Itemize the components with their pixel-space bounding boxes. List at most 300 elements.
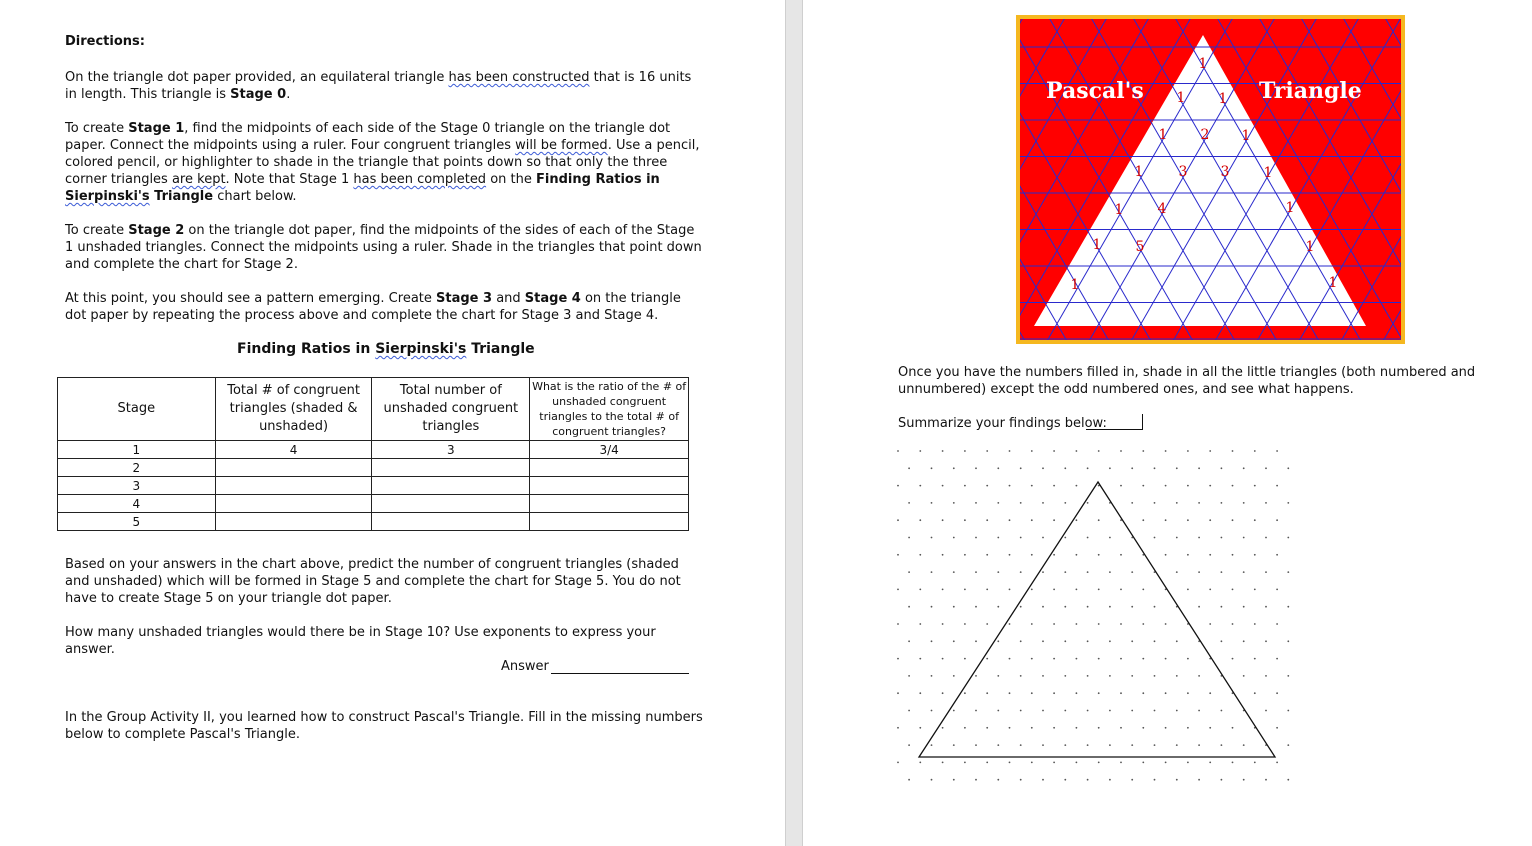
- grid-dot: [1053, 692, 1055, 694]
- grid-dot: [975, 571, 977, 573]
- grid-dot: [975, 744, 977, 746]
- grid-dot: [1020, 779, 1022, 781]
- cell-ratio[interactable]: [530, 459, 689, 477]
- grid-dot: [1131, 744, 1133, 746]
- grid-dot: [1198, 675, 1200, 677]
- grid-dot: [986, 450, 988, 452]
- grid-dot: [1287, 779, 1289, 781]
- cell-unshaded: 3: [372, 441, 530, 459]
- grid-dot: [964, 727, 966, 729]
- grid-dot: [1154, 502, 1156, 504]
- grid-dot: [986, 692, 988, 694]
- grid-dot: [1087, 744, 1089, 746]
- stage2-paragraph: To create Stage 2 on the triangle dot paper, find the midpoints of the sides of each of the Stage 1 unshaded triangles. Connect the midpoints using a ruler. Shade in the triangles that point down and complete the chart for Stage 2.: [65, 223, 702, 272]
- grid-dot: [1209, 450, 1211, 452]
- grid-dot: [931, 675, 933, 677]
- grid-dot: [908, 537, 910, 539]
- grid-dot: [1020, 606, 1022, 608]
- grid-dot: [1087, 502, 1089, 504]
- grid-dot: [1042, 710, 1044, 712]
- grid-dot: [1120, 727, 1122, 729]
- grid-dot: [1098, 658, 1100, 660]
- grid-dot: [908, 606, 910, 608]
- grid-dot: [1031, 692, 1033, 694]
- grid-dot: [1098, 727, 1100, 729]
- grid-dot: [1031, 589, 1033, 591]
- grid-dot: [908, 744, 910, 746]
- grid-dot: [1265, 710, 1267, 712]
- grid-dot: [1053, 589, 1055, 591]
- grid-dot: [1020, 675, 1022, 677]
- grid-dot: [1243, 675, 1245, 677]
- grid-dot: [964, 623, 966, 625]
- grid-dot: [1042, 537, 1044, 539]
- grid-dot: [975, 710, 977, 712]
- grid-dot: [1031, 450, 1033, 452]
- grid-dot: [1187, 519, 1189, 521]
- table-row: [58, 477, 689, 495]
- grid-dot: [997, 779, 999, 781]
- grid-dot: [931, 744, 933, 746]
- grid-dot: [1098, 554, 1100, 556]
- summarize-label: Summarize your findings below:: [898, 416, 1107, 431]
- grid-dot: [997, 606, 999, 608]
- grid-dot: [1142, 519, 1144, 521]
- grid-dot: [1064, 537, 1066, 539]
- grid-dot: [1087, 710, 1089, 712]
- grid-dot: [997, 744, 999, 746]
- cell-unshaded[interactable]: [372, 495, 530, 513]
- grid-dot: [1243, 502, 1245, 504]
- pascal-number: 1: [1158, 127, 1168, 143]
- grid-dot: [1031, 554, 1033, 556]
- grid-dot: [1254, 692, 1256, 694]
- grid-dot: [1042, 467, 1044, 469]
- cell-ratio[interactable]: [530, 495, 689, 513]
- grid-dot: [1276, 623, 1278, 625]
- grid-dot: [1176, 675, 1178, 677]
- grid-dot: [964, 485, 966, 487]
- cell-unshaded[interactable]: [372, 477, 530, 495]
- grid-dot: [1254, 485, 1256, 487]
- grid-dot: [997, 537, 999, 539]
- grid-dot: [1209, 519, 1211, 521]
- grid-dot: [997, 571, 999, 573]
- grid-dot: [953, 640, 955, 642]
- grid-dot: [919, 519, 921, 521]
- pascal-number: 5: [1135, 239, 1145, 255]
- grid-dot: [919, 658, 921, 660]
- text-cursor: [1142, 414, 1143, 430]
- grid-dot: [1109, 779, 1111, 781]
- grid-dot: [986, 519, 988, 521]
- grid-dot: [1287, 710, 1289, 712]
- grid-dot: [1165, 623, 1167, 625]
- grid-dot: [1165, 692, 1167, 694]
- grid-dot: [964, 762, 966, 764]
- grid-dot: [997, 467, 999, 469]
- grid-dot: [1287, 675, 1289, 677]
- grid-dot: [1064, 640, 1066, 642]
- grid-dot: [1053, 519, 1055, 521]
- page-gutter: [785, 0, 803, 846]
- grid-dot: [1087, 606, 1089, 608]
- grid-dot: [1131, 640, 1133, 642]
- grid-dot: [919, 692, 921, 694]
- grid-dot: [997, 502, 999, 504]
- cell-ratio[interactable]: [530, 477, 689, 495]
- grid-dot: [1165, 658, 1167, 660]
- grid-dot: [1265, 571, 1267, 573]
- grid-dot: [1232, 658, 1234, 660]
- cell-total: 4: [215, 441, 372, 459]
- grid-dot: [1176, 710, 1178, 712]
- grid-dot: [1287, 467, 1289, 469]
- grid-dot: [1142, 485, 1144, 487]
- grid-dot: [1120, 589, 1122, 591]
- header-stage: Stage: [58, 378, 216, 441]
- grid-dot: [1232, 554, 1234, 556]
- grid-dot: [1154, 537, 1156, 539]
- grid-dot: [1131, 675, 1133, 677]
- grid-dot: [953, 779, 955, 781]
- chart-title: Finding Ratios in Sierpinski's Triangle: [237, 341, 535, 357]
- grid-dot: [1087, 571, 1089, 573]
- grid-dot: [1198, 571, 1200, 573]
- cell-stage: 4: [58, 495, 216, 513]
- triangle-dot-paper: [892, 440, 1292, 790]
- grid-dot: [1020, 502, 1022, 504]
- grid-dot: [1176, 744, 1178, 746]
- grid-dot: [975, 502, 977, 504]
- cell-total[interactable]: [215, 513, 372, 531]
- grid-dot: [1243, 606, 1245, 608]
- grid-dot: [1042, 571, 1044, 573]
- grid-dot: [919, 450, 921, 452]
- grid-dot: [1154, 744, 1156, 746]
- stage10-question: How many unshaded triangles would there be in Stage 10? Use exponents to express your answer.: [65, 625, 656, 657]
- grid-dot: [1064, 744, 1066, 746]
- grid-dot: [1165, 762, 1167, 764]
- grid-dot: [1009, 658, 1011, 660]
- grid-dot: [1276, 762, 1278, 764]
- grid-dot: [1142, 727, 1144, 729]
- grid-dot: [1020, 640, 1022, 642]
- cell-unshaded[interactable]: [372, 513, 530, 531]
- grid-dot: [1176, 571, 1178, 573]
- pascal-number: 1: [1092, 237, 1102, 253]
- grid-dot: [1053, 450, 1055, 452]
- grid-dot: [1287, 744, 1289, 746]
- grid-dot: [1176, 640, 1178, 642]
- grid-dot: [1031, 727, 1033, 729]
- grid-dot: [1243, 640, 1245, 642]
- grid-dot: [1287, 640, 1289, 642]
- grid-dot: [1131, 467, 1133, 469]
- grid-dot: [1276, 589, 1278, 591]
- grid-dot: [919, 589, 921, 591]
- grid-dot: [1031, 519, 1033, 521]
- grid-dot: [919, 727, 921, 729]
- pascal-number: 4: [1157, 201, 1167, 217]
- grid-dot: [1232, 485, 1234, 487]
- grid-dot: [986, 658, 988, 660]
- grid-dot: [1243, 467, 1245, 469]
- grid-dot: [931, 571, 933, 573]
- grid-dot: [1187, 450, 1189, 452]
- grid-dot: [1209, 589, 1211, 591]
- grid-dot: [1176, 537, 1178, 539]
- grid-dot: [1287, 606, 1289, 608]
- grid-dot: [1109, 640, 1111, 642]
- grid-dot: [1276, 554, 1278, 556]
- grid-dot: [1221, 606, 1223, 608]
- title-pascals: Pascal's: [1046, 78, 1144, 104]
- grid-dot: [1254, 450, 1256, 452]
- answer-label: Answer: [501, 659, 549, 674]
- grid-dot: [1142, 450, 1144, 452]
- grid-dot: [1120, 485, 1122, 487]
- header-ratio: What is the ratio of the # of unshaded congruent triangles to the total # of congruent triangles?: [530, 378, 689, 441]
- grid-dot: [1076, 727, 1078, 729]
- grid-dot: [1064, 467, 1066, 469]
- grid-dot: [1154, 606, 1156, 608]
- grid-dot: [1198, 606, 1200, 608]
- grid-dot: [975, 779, 977, 781]
- cell-total[interactable]: [215, 459, 372, 477]
- grid-dot: [1076, 519, 1078, 521]
- grid-dot: [1287, 502, 1289, 504]
- grid-dot: [942, 658, 944, 660]
- grid-dot: [942, 450, 944, 452]
- grid-dot: [1265, 675, 1267, 677]
- grid-dot: [919, 485, 921, 487]
- cell-total[interactable]: [215, 495, 372, 513]
- grid-dot: [953, 537, 955, 539]
- grid-dot: [1009, 727, 1011, 729]
- grid-dot: [1087, 640, 1089, 642]
- grid-dot: [986, 727, 988, 729]
- grid-dot: [942, 727, 944, 729]
- grid-dot: [1020, 537, 1022, 539]
- grid-dot: [1243, 744, 1245, 746]
- grid-dot: [986, 762, 988, 764]
- grid-dot: [897, 623, 899, 625]
- grid-dot: [1009, 589, 1011, 591]
- grid-dot: [1221, 744, 1223, 746]
- grid-dot: [1109, 571, 1111, 573]
- grid-dot: [975, 606, 977, 608]
- grid-dot: [1031, 762, 1033, 764]
- grid-dot: [1120, 692, 1122, 694]
- grid-dot: [1265, 606, 1267, 608]
- grid-dot: [942, 485, 944, 487]
- grid-dot: [908, 640, 910, 642]
- grid-dot: [1120, 623, 1122, 625]
- grid-dot: [1064, 779, 1066, 781]
- grid-dot: [1020, 710, 1022, 712]
- grid-dot: [1142, 658, 1144, 660]
- cell-ratio: 3/4: [530, 441, 689, 459]
- grid-dot: [1098, 450, 1100, 452]
- grid-dot: [1176, 779, 1178, 781]
- grid-dot: [1265, 467, 1267, 469]
- stage1-paragraph: To create Stage 1, find the midpoints of each side of the Stage 0 triangle on the triangle dot paper. Connect the midpoints using a ruler. Four congruent triangles will be formed. Use a pencil, colored pencil, or highlighter to shade in the triangle that points down so that only the three corner triangles are kept. Note that Stage 1 has been completed on the Finding Ratios in Sierpinski's Triangle chart below.: [65, 121, 700, 204]
- grid-dot: [964, 589, 966, 591]
- grid-dot: [1064, 606, 1066, 608]
- grid-dot: [1243, 779, 1245, 781]
- grid-dot: [1198, 710, 1200, 712]
- grid-dot: [1053, 623, 1055, 625]
- grid-dot: [1053, 762, 1055, 764]
- grid-dot: [1232, 589, 1234, 591]
- grid-dot: [1221, 467, 1223, 469]
- grid-dot: [1109, 467, 1111, 469]
- grid-dot: [908, 571, 910, 573]
- table-row: [58, 513, 689, 531]
- grid-dot: [908, 502, 910, 504]
- grid-dot: [1120, 450, 1122, 452]
- grid-dot: [1020, 467, 1022, 469]
- answer-line[interactable]: [551, 673, 689, 674]
- grid-dot: [964, 554, 966, 556]
- grid-dot: [1142, 589, 1144, 591]
- grid-dot: [1053, 727, 1055, 729]
- grid-dot: [942, 692, 944, 694]
- grid-dot: [1276, 485, 1278, 487]
- header-total-triangles: Total # of congruent triangles (shaded & unshaded): [215, 378, 372, 441]
- grid-dot: [1154, 779, 1156, 781]
- cell-stage: 2: [58, 459, 216, 477]
- grid-dot: [1087, 537, 1089, 539]
- grid-dot: [931, 640, 933, 642]
- intro-paragraph: On the triangle dot paper provided, an equilateral triangle has been constructed that is 16 units in length. This triangle is Stage 0.: [65, 70, 692, 102]
- grid-dot: [1009, 485, 1011, 487]
- table-header-row: [58, 378, 689, 441]
- grid-dot: [897, 727, 899, 729]
- grid-dot: [1243, 537, 1245, 539]
- grid-dot: [919, 554, 921, 556]
- pascal-number: 1: [1241, 128, 1251, 144]
- grid-dot: [897, 485, 899, 487]
- grid-dot: [1254, 589, 1256, 591]
- title-triangle: Triangle: [1259, 78, 1362, 104]
- grid-dot: [942, 623, 944, 625]
- grid-dot: [1232, 623, 1234, 625]
- grid-dot: [919, 623, 921, 625]
- grid-dot: [931, 710, 933, 712]
- grid-dot: [1109, 675, 1111, 677]
- grid-dot: [908, 779, 910, 781]
- grid-dot: [1198, 779, 1200, 781]
- grid-dot: [1165, 727, 1167, 729]
- grid-dot: [908, 467, 910, 469]
- stage0-triangle: [919, 482, 1275, 757]
- sierpinski-ratio-table: [57, 377, 689, 531]
- grid-dot: [931, 537, 933, 539]
- grid-dot: [897, 450, 899, 452]
- summarize-answer-line[interactable]: [1086, 429, 1142, 430]
- grid-dot: [897, 519, 899, 521]
- cell-unshaded[interactable]: [372, 459, 530, 477]
- grid-dot: [1042, 502, 1044, 504]
- grid-dot: [1076, 485, 1078, 487]
- grid-dot: [1154, 640, 1156, 642]
- pascal-number: 1: [1305, 239, 1315, 255]
- grid-dot: [1187, 589, 1189, 591]
- grid-dot: [1232, 450, 1234, 452]
- grid-dot: [1254, 658, 1256, 660]
- grid-dot: [1087, 779, 1089, 781]
- grid-dot: [975, 537, 977, 539]
- grid-dot: [1076, 658, 1078, 660]
- cell-stage: 5: [58, 513, 216, 531]
- grid-dot: [1209, 554, 1211, 556]
- grid-dot: [1187, 485, 1189, 487]
- grid-dot: [1187, 762, 1189, 764]
- grid-dot: [1276, 450, 1278, 452]
- grid-dot: [1265, 640, 1267, 642]
- grid-dot: [953, 571, 955, 573]
- grid-dot: [1265, 537, 1267, 539]
- grid-dot: [1009, 692, 1011, 694]
- dot-grid: [897, 450, 1289, 780]
- grid-dot: [1120, 554, 1122, 556]
- grid-dot: [1221, 502, 1223, 504]
- grid-dot: [1165, 554, 1167, 556]
- grid-dot: [1221, 571, 1223, 573]
- pascal-number: 1: [1070, 277, 1080, 293]
- grid-dot: [1209, 485, 1211, 487]
- grid-dot: [1198, 744, 1200, 746]
- grid-dot: [1232, 727, 1234, 729]
- grid-dot: [1254, 762, 1256, 764]
- grid-dot: [953, 502, 955, 504]
- grid-dot: [1187, 727, 1189, 729]
- grid-dot: [1187, 554, 1189, 556]
- grid-dot: [1064, 710, 1066, 712]
- grid-dot: [1265, 502, 1267, 504]
- pascal-number: 1: [1176, 90, 1186, 106]
- grid-dot: [897, 762, 899, 764]
- grid-dot: [1031, 623, 1033, 625]
- grid-dot: [1198, 502, 1200, 504]
- grid-dot: [1165, 450, 1167, 452]
- grid-dot: [1109, 537, 1111, 539]
- grid-dot: [897, 692, 899, 694]
- pascal-triangle-image: [1016, 15, 1405, 344]
- grid-dot: [1165, 485, 1167, 487]
- cell-ratio[interactable]: [530, 513, 689, 531]
- grid-dot: [986, 589, 988, 591]
- grid-dot: [986, 623, 988, 625]
- pascal-number: 2: [1200, 127, 1210, 143]
- directions-heading: Directions:: [65, 34, 145, 49]
- grid-dot: [1287, 537, 1289, 539]
- grid-dot: [1098, 519, 1100, 521]
- grid-dot: [1009, 450, 1011, 452]
- grid-dot: [1142, 623, 1144, 625]
- grid-dot: [1076, 692, 1078, 694]
- grid-dot: [1053, 658, 1055, 660]
- grid-dot: [1254, 554, 1256, 556]
- grid-dot: [1076, 554, 1078, 556]
- grid-dot: [1087, 467, 1089, 469]
- grid-dot: [953, 606, 955, 608]
- grid-dot: [1098, 762, 1100, 764]
- cell-total[interactable]: [215, 477, 372, 495]
- pascal-number: 1: [1285, 200, 1295, 216]
